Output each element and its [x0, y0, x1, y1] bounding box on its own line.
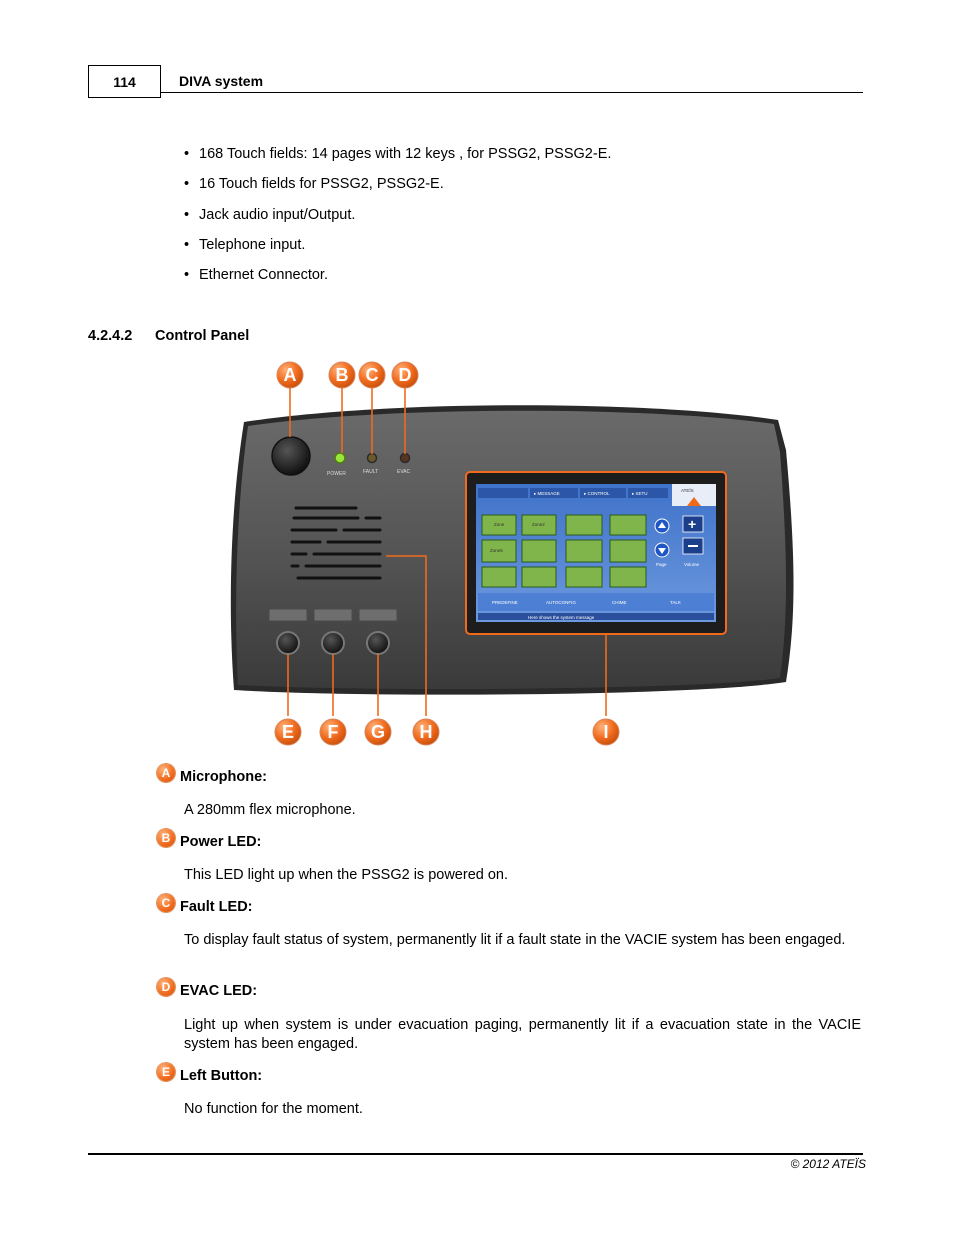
- footer-copyright: © 2012 ATEÏS: [790, 1157, 866, 1171]
- evac-led-label: EVAC: [397, 469, 411, 475]
- item-title-power-led: [157, 833, 261, 851]
- screen-btn-autoconfig: AUTOCONFIG: [546, 600, 576, 605]
- callout-badge-h: [413, 719, 439, 745]
- svg-text:D: D: [398, 365, 412, 385]
- callout-badge-g: [365, 719, 391, 745]
- item-title-text: Fault LED:: [180, 899, 253, 915]
- list-item: • Ethernet Connector.: [184, 265, 611, 295]
- screen-zone-5: Zone5: [490, 548, 503, 553]
- control-panel-figure: [226, 360, 796, 750]
- item-badge-e: E: [157, 1063, 175, 1081]
- callout-badge-f: [320, 719, 346, 745]
- item-title-text: Left Button:: [180, 1068, 263, 1084]
- callout-badge-e: [275, 719, 301, 745]
- power-led: [335, 453, 345, 463]
- svg-text:C: C: [365, 365, 379, 385]
- screen-tab-control: ▸ CONTROL: [584, 491, 610, 496]
- left-button: [277, 632, 299, 654]
- middle-button: [322, 632, 344, 654]
- fault-led: [368, 454, 377, 463]
- right-button: [367, 632, 389, 654]
- callout-badge-d: [392, 362, 418, 388]
- screen-tab-message: ▸ MESSAGE: [534, 491, 560, 496]
- section-title: Control Panel: [155, 328, 250, 344]
- screen-status-text: Here shows the system message: [528, 615, 595, 620]
- button-label-plates: [269, 609, 397, 621]
- running-header-title: DIVA system: [179, 73, 264, 89]
- item-title-text: EVAC LED:: [180, 983, 258, 999]
- item-title-evac-led: [157, 982, 257, 1000]
- list-item: • 168 Touch fields: 14 pages with 12 keys , for PSSG2, PSSG2-E.: [184, 144, 611, 174]
- svg-text:E: E: [281, 722, 295, 742]
- list-item: • Telephone input.: [184, 235, 611, 265]
- list-item: • 16 Touch fields for PSSG2, PSSG2-E.: [184, 174, 611, 204]
- list-item: • Jack audio input/Output.: [184, 205, 611, 235]
- feature-list: [184, 144, 611, 295]
- item-body-left-button: No function for the moment.: [184, 1101, 363, 1117]
- item-body-fault-led: To display fault status of system, permanently lit if a fault state in the VACIE system has been engaged.: [184, 932, 846, 948]
- item-body-evac-led: Light up when system is under evacuation paging, permanently lit if a evacuation state in the VACIE system has been engaged.: [184, 1017, 861, 1052]
- callout-badge-c: [359, 362, 385, 388]
- screen-volume-label: Volume: [684, 562, 700, 567]
- svg-text:F: F: [327, 722, 339, 742]
- evac-led: [401, 454, 410, 463]
- item-title-microphone: [157, 768, 267, 786]
- item-badge-c: C: [157, 894, 175, 912]
- svg-text:G: G: [370, 722, 386, 742]
- microphone-knob: [272, 437, 310, 475]
- header-divider: [161, 92, 863, 93]
- screen-zone-1: Zone: [494, 522, 505, 527]
- item-title-text: Power LED:: [180, 834, 262, 850]
- callout-badge-b: [329, 362, 355, 388]
- svg-text:H: H: [419, 722, 433, 742]
- screen-zone-2: Zone2: [532, 522, 545, 527]
- item-badge-b: B: [157, 829, 175, 847]
- item-title-left-button: [157, 1067, 262, 1085]
- screen-brand: ATEÏS: [681, 488, 694, 493]
- power-led-label: POWER: [327, 471, 346, 477]
- screen-btn-predefine: PREDEFINE: [492, 600, 518, 605]
- screen-tab-setup: ▸ SETU: [632, 491, 648, 496]
- callout-badge-a: [277, 362, 303, 388]
- screen-btn-chime: CHIME: [612, 600, 627, 605]
- svg-text:I: I: [603, 722, 609, 742]
- page-number: 114: [88, 65, 161, 98]
- footer-divider: [88, 1153, 863, 1155]
- item-body-power-led: This LED light up when the PSSG2 is powered on.: [184, 867, 509, 883]
- item-body-microphone: A 280mm flex microphone.: [184, 802, 356, 818]
- screen-page-label: Page: [656, 562, 667, 567]
- svg-text:A: A: [283, 365, 297, 385]
- item-title-text: Microphone:: [180, 769, 267, 785]
- svg-text:B: B: [335, 365, 349, 385]
- screen-btn-talk: TALK: [670, 600, 681, 605]
- touch-screen: [466, 472, 726, 634]
- svg-text:+: +: [688, 516, 697, 532]
- callout-badge-i: [593, 719, 619, 745]
- item-title-fault-led: [157, 898, 253, 916]
- panel-buttons: [277, 632, 389, 654]
- section-number: 4.2.4.2: [88, 328, 133, 344]
- fault-led-label: FAULT: [363, 469, 379, 475]
- section-heading: [88, 328, 249, 344]
- item-badge-a: A: [157, 764, 175, 782]
- item-badge-d: D: [157, 978, 175, 996]
